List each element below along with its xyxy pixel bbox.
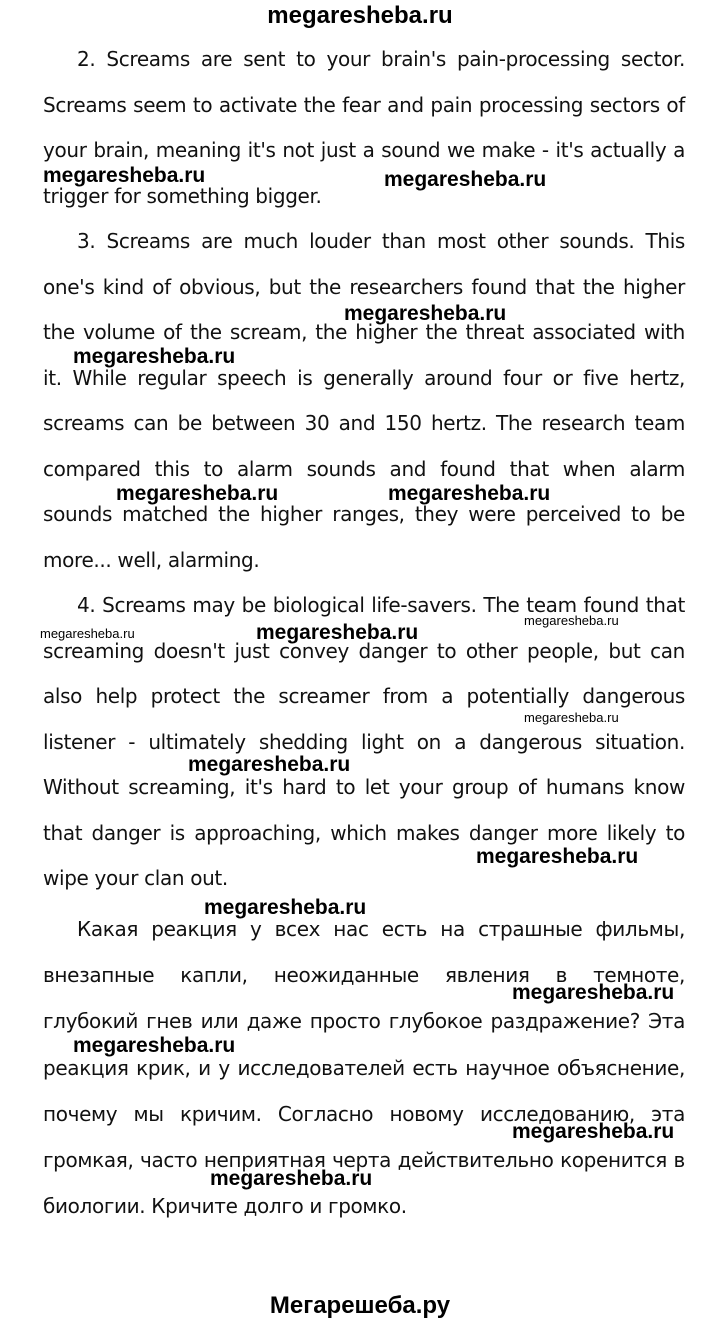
watermark: megaresheba.ru [40,626,135,641]
paragraph-en-3: 3. Screams are much louder than most other sounds. This one's kind of obvious, but the researchers found that the higher the volume of the scream, the higher the threat associated with it. While regular speech is generally around four or five hertz, screams can be between 30 and 150 hertz. The research team compared this to alarm sounds and found that when alarm sounds matched the higher ranges, they were perceived to be more... well, alarming. [43,229,685,572]
watermark: megaresheba.ru [476,845,639,868]
watermark: megaresheba.ru [188,753,351,776]
site-footer: Мегарешеба.ру [269,1292,451,1319]
watermark: megaresheba.ru [524,710,619,725]
watermark: megaresheba.ru [256,621,419,644]
paragraph-ru: Какая реакция у всех нас есть на страшные фильмы, внезапные капли, неожиданные явления в темноте, глубокий гнев или даже просто глубокое раздражение? Эта реакция крик, и у исследователей есть научное объяснение, почему мы кричим. Согласно новому исследованию, эта громкая, часто неприятная черта действительно коренится в биологии. Кричите долго и громко. [43,917,685,1219]
watermark: megaresheba.ru [73,1034,236,1057]
watermark: megaresheba.ru [116,482,279,505]
site-header: megaresheba.ru [267,2,453,29]
watermark: megaresheba.ru [388,482,551,505]
watermark: megaresheba.ru [524,613,619,628]
watermark: megaresheba.ru [43,164,206,187]
watermark: megaresheba.ru [210,1167,373,1190]
watermark: megaresheba.ru [512,1120,675,1143]
watermark: megaresheba.ru [384,168,547,191]
watermark: megaresheba.ru [344,302,507,325]
watermark: megaresheba.ru [512,981,675,1004]
paragraph-en-4: 4. Screams may be biological life-savers. The team found that screaming doesn't just convey danger to other people, but can also help protect the screamer from a potentially dangerous listener - ultimately shedding light on a dangerous situation. Without screaming, it's hard to let your group of humans know that danger is approaching, which makes danger more likely to wipe your clan out. [43,593,685,890]
paragraph-en-2: 2. Screams are sent to your brain's pain-processing sector. Screams seem to activate the fear and pain processing sectors of your brain, meaning it's not just a sound we make - it's actually a trigger for something bigger. [43,47,685,208]
watermark: megaresheba.ru [204,896,367,919]
watermark: megaresheba.ru [73,345,236,368]
